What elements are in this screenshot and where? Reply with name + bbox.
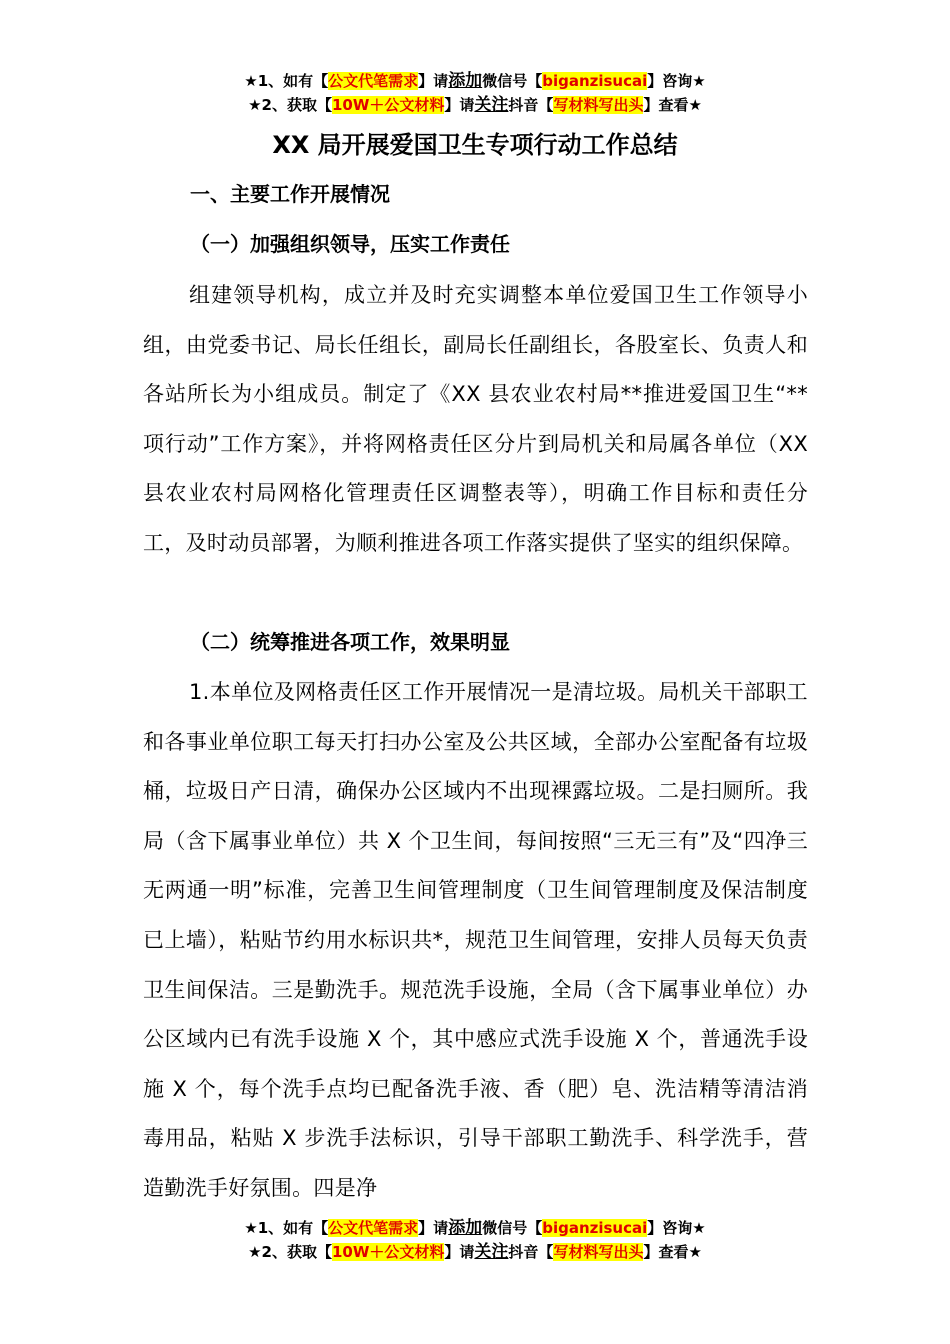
promo-text: 】咨询★ (647, 1219, 706, 1237)
promo-text: 】请 (418, 1219, 449, 1237)
promo-text: 】请 (418, 72, 449, 90)
subsection-heading-1: （一）加强组织领导，压实工作责任 (190, 232, 510, 256)
promo-text: ★1、如有【 (244, 72, 329, 90)
body-paragraph-2: 1.本单位及网格责任区工作开展情况一是清垃圾。局机关干部职工和各事业单位职工每天打扫办公室及公共区域，全部办公室配备有垃圾桶，垃圾日产日清，确保办公区域内不出现裸露垃圾。二是扫厕所。我局（含下属事业单位）共 X 个卫生间，每间按照“三无三有”及“四净三无两通一明”标准，完善卫生间管理制度（卫生间管理制度及保洁制度已上墙），粘贴节约用水标识共*，规范卫生间管理，安排人员每天负责卫生间保洁。三是勤洗手。规范洗手设施，全局（含下属事业单位）办公区域内已有洗手设施 X 个，其中感应式洗手设施 X 个，普通洗手设施 X 个，每个洗手点均已配备洗手液、香（肥）皂、洗洁精等清洁消毒用品，粘贴 X 步洗手法标识，引导干部职工勤洗手、科学洗手，营造勤洗手好氛围。四是净 (143, 680, 808, 1200)
promo-highlight: 10W＋公文材料 (331, 96, 445, 114)
promo-text: ★2、获取【 (248, 1243, 332, 1261)
promo-douyin-id: 写材料写出头 (553, 96, 644, 114)
promo-text: 】咨询★ (647, 72, 706, 90)
promo-text: ★1、如有【 (244, 1219, 329, 1237)
document-title: XX 局开展爱国卫生专项行动工作总结 (272, 131, 678, 159)
subsection-heading-2: （二）统筹推进各项工作，效果明显 (190, 630, 510, 654)
promo-text: 】请 (444, 96, 475, 114)
promo-emphasis: 关注 (474, 95, 509, 115)
top-promo-banner (0, 69, 950, 117)
promo-text: 】查看★ (643, 96, 702, 114)
promo-line-2 (0, 1240, 950, 1264)
promo-line-1 (0, 1216, 950, 1240)
promo-emphasis: 添加 (448, 71, 483, 91)
promo-highlight: 公文代笔需求 (328, 1219, 419, 1237)
promo-text: 微信号【 (482, 1219, 543, 1237)
promo-text: 】查看★ (643, 1243, 702, 1261)
promo-text: ★2、获取【 (248, 96, 332, 114)
promo-highlight: 10W＋公文材料 (331, 1243, 445, 1261)
promo-text: 抖音【 (508, 1243, 554, 1261)
promo-douyin-id: 写材料写出头 (553, 1243, 644, 1261)
promo-text: 】请 (444, 1243, 475, 1261)
promo-wechat-id: biganzisucai (542, 1219, 648, 1237)
promo-line-1 (0, 69, 950, 93)
bottom-promo-banner (0, 1216, 950, 1264)
promo-wechat-id: biganzisucai (542, 72, 648, 90)
promo-emphasis: 关注 (474, 1242, 509, 1262)
promo-line-2 (0, 93, 950, 117)
promo-text: 抖音【 (508, 96, 554, 114)
body-paragraph-1: 组建领导机构，成立并及时充实调整本单位爱国卫生工作领导小组，由党委书记、局长任组长，副局长任副组长，各股室长、负责人和各站所长为小组成员。制定了《XX 县农业农村局**推进爱国卫生“**项行动”工作方案》，并将网格责任区分片到局机关和局属各单位（XX 县农业农村局网格化管理责任区调整表等），明确工作目标和责任分工，及时动员部署，为顺利推进各项工作落实提供了坚实的组织保障。 (143, 283, 808, 555)
promo-text: 微信号【 (482, 72, 543, 90)
section-heading: 一、主要工作开展情况 (190, 182, 390, 206)
promo-highlight: 公文代笔需求 (328, 72, 419, 90)
promo-emphasis: 添加 (448, 1218, 483, 1238)
